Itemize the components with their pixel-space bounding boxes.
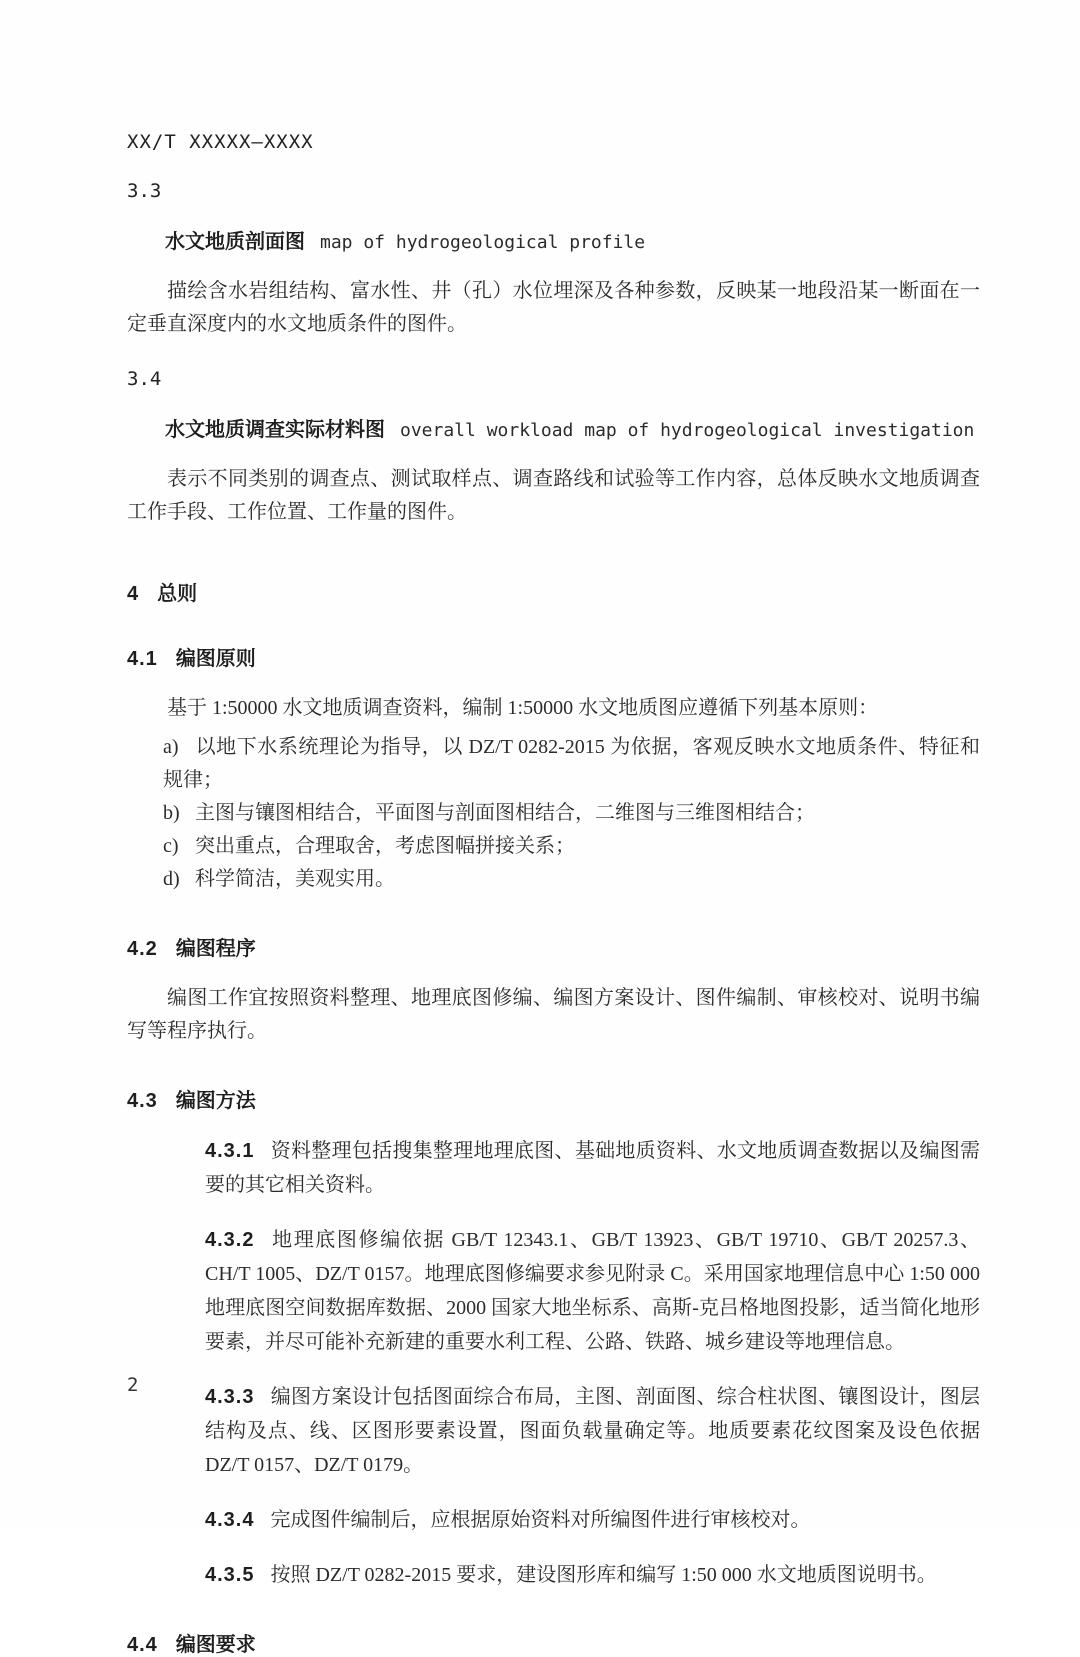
list-item <box>127 863 980 896</box>
term-section-3-3 <box>127 180 980 341</box>
term-title-en: map of hydrogeological profile <box>320 232 646 253</box>
clause-text: 地理底图修编依据 GB/T 12343.1、GB/T 13923、GB/T 19710、GB/T 20257.3、CH/T 1005、DZ/T 0157。地理底图修编要求参见附录 C。采用国家地理信息中心 1:50 000 地理底图空间数据库数据、2000 国家大地坐标系、高斯-克吕格地图投影，适当简化地形要素，并尽可能补充新建的重要水利工程、公路、铁路、城乡建设等地理信息。 <box>205 1229 980 1353</box>
list-item-text: 以地下水系统理论为指导，以 DZ/T 0282-2015 为依据，客观反映水文地质条件、特征和规律； <box>163 736 980 791</box>
principles-list <box>127 731 980 896</box>
clause-number: 4.3.2 <box>205 1229 255 1251</box>
list-item <box>127 731 980 797</box>
section-number: 4.1 <box>127 648 158 670</box>
clause-text: 按照 DZ/T 0282-2015 要求，建设图形库和编写 1:50 000 水文地质图说明书。 <box>270 1564 937 1586</box>
term-definition: 描绘含水岩组结构、富水性、井（孔）水位埋深及各种参数，反映某一地段沿某一断面在一定垂直深度内的水文地质条件的图件。 <box>127 280 980 335</box>
term-number: 3.4 <box>127 368 162 390</box>
chapter-title: 总则 <box>157 583 198 605</box>
list-item-label: a) <box>163 736 179 758</box>
term-title-zh: 水文地质调查实际材料图 <box>165 419 385 441</box>
clause-number: 4.3.3 <box>205 1386 255 1408</box>
clause-4-3-5 <box>205 1558 980 1592</box>
list-item <box>127 797 980 830</box>
section-number: 4.3 <box>127 1090 158 1112</box>
clause-text: 资料整理包括搜集整理地理底图、基础地质资料、水文地质调查数据以及编图需要的其它相关资料。 <box>205 1140 980 1196</box>
term-section-3-4 <box>127 368 980 529</box>
clause-number: 4.3.4 <box>205 1509 255 1531</box>
section-heading-4-1 <box>127 642 980 671</box>
section-number: 4.4 <box>127 1634 158 1656</box>
clause-text: 编图方案设计包括图面综合布局，主图、剖面图、综合柱状图、镶图设计，图层结构及点、线、区图形要素设置，图面负载量确定等。地质要素花纹图案及设色依据 DZ/T 0157、DZ/T 0179。 <box>205 1386 980 1476</box>
clause-4-3-2 <box>205 1223 980 1359</box>
term-title-en: overall workload map of hydrogeological investigation <box>400 420 975 441</box>
clause-number: 4.3.5 <box>205 1564 255 1586</box>
list-item <box>127 830 980 863</box>
chapter-heading-4 <box>127 577 980 606</box>
section-heading-4-2 <box>127 932 980 961</box>
term-definition: 表示不同类别的调查点、测试取样点、调查路线和试验等工作内容，总体反映水文地质调查工作手段、工作位置、工作量的图件。 <box>127 468 980 523</box>
section-title: 编图程序 <box>175 938 256 960</box>
section-title: 编图要求 <box>175 1634 256 1656</box>
list-item-label: b) <box>163 802 180 824</box>
clause-4-3-4 <box>205 1503 980 1537</box>
clause-4-3-3 <box>205 1380 980 1482</box>
list-item-text: 主图与镶图相结合，平面图与剖面图相结合，二维图与三维图相结合； <box>195 802 815 824</box>
doc-code-header: XX/T XXXXX—XXXX <box>127 131 314 153</box>
term-title <box>127 225 980 254</box>
term-number: 3.3 <box>127 180 162 202</box>
list-item-label: d) <box>163 868 180 890</box>
section-intro-paragraph: 基于 1:50000 水文地质调查资料，编制 1:50000 水文地质图应遵循下列基本原则： <box>167 697 879 719</box>
section-heading-4-4 <box>127 1628 980 1657</box>
term-title <box>127 413 980 442</box>
section-number: 4.2 <box>127 938 158 960</box>
clause-text: 完成图件编制后，应根据原始资料对所编图件进行审核校对。 <box>270 1509 811 1531</box>
clause-4-3-1 <box>205 1134 980 1202</box>
term-title-zh: 水文地质剖面图 <box>165 231 305 253</box>
section-body-paragraph: 编图工作宜按照资料整理、地理底图修编、编图方案设计、图件编制、审核校对、说明书编写等程序执行。 <box>127 987 980 1042</box>
list-item-text: 科学简洁，美观实用。 <box>195 868 395 890</box>
list-item-text: 突出重点，合理取舍，考虑图幅拼接关系； <box>195 835 575 857</box>
chapter-number: 4 <box>127 583 140 605</box>
section-heading-4-3 <box>127 1084 980 1113</box>
list-item-label: c) <box>163 835 179 857</box>
section-title: 编图原则 <box>175 648 256 670</box>
section-title: 编图方法 <box>175 1090 256 1112</box>
clause-number: 4.3.1 <box>205 1140 255 1162</box>
page-number: 2 <box>127 1374 139 1396</box>
